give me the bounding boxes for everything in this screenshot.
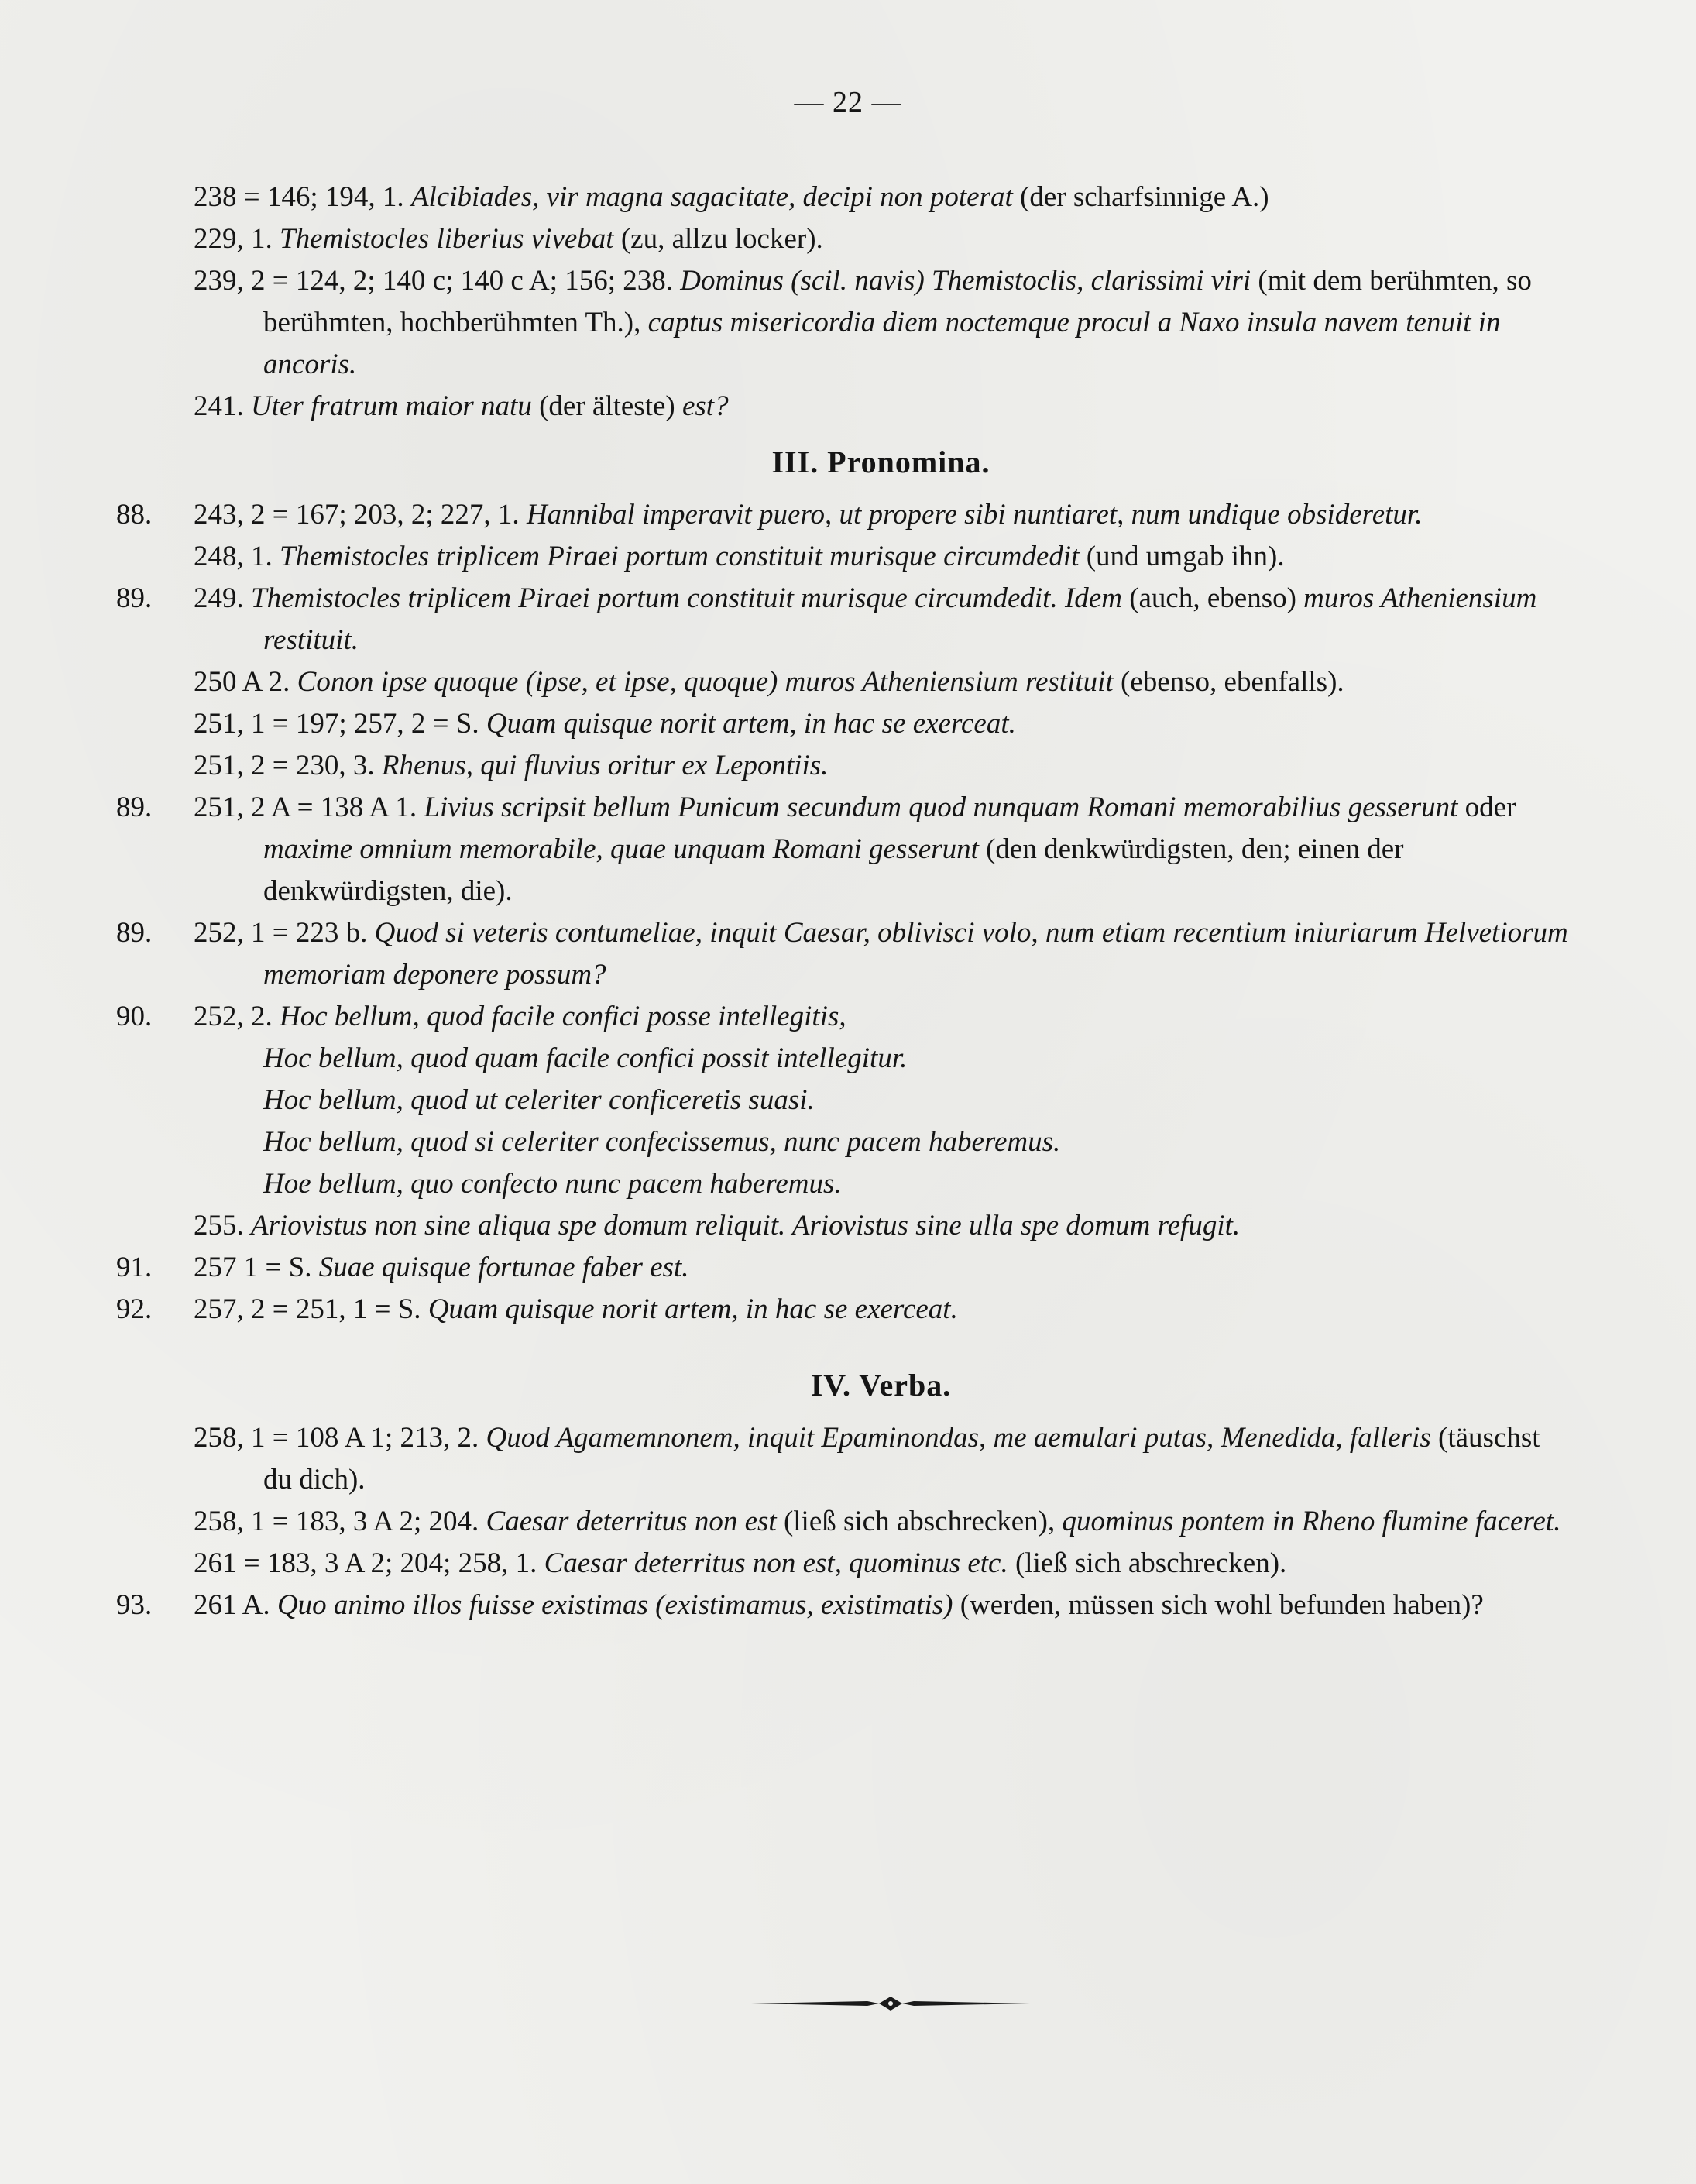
entry [116, 578, 1568, 661]
latin-line: Hoc bellum, quod quam facile confici possit intellegitur. [263, 1042, 908, 1074]
entry-ref: 257, 2 = 251, 1 = S. [194, 1293, 421, 1325]
entry-ref: 251, 1 = 197; 257, 2 = S. [194, 708, 479, 740]
german-gloss-cont: (den denkwürdigsten, den; einen der denkwürdigsten, die). [263, 833, 1404, 907]
entry-number: 90. [116, 1001, 153, 1032]
entry-ref: 250 A 2. [194, 666, 290, 698]
latin-text: Themistocles triplicem Piraei portum constituit murisque circumdedit. Idem [251, 582, 1122, 614]
latin-text: Rhenus, qui fluvius oritur ex Lepontiis. [381, 750, 829, 781]
latin-text: Quam quisque norit artem, in hac se exerceat. [427, 1293, 958, 1325]
latin-text: Quam quisque norit artem, in hac se exerceat. [486, 708, 1016, 740]
entry-ref: 243, 2 = 167; 203, 2; 227, 1. [194, 499, 520, 531]
entry-ref: 248, 1. [194, 541, 273, 572]
latin-line: Hoc bellum, quod ut celeriter conficeretis suasi. [263, 1084, 815, 1116]
german-gloss: (werden, müssen sich wohl befunden haben)? [953, 1589, 1484, 1621]
latin-text: Conon ipse quoque (ipse, et ipse, quoque) muros Atheniensium restituit [297, 666, 1114, 698]
german-gloss: (auch, ebenso) [1121, 582, 1304, 614]
latin-line: Hoe bellum, quo confecto nunc pacem haberemus. [263, 1168, 842, 1200]
latin-text-cont: maxime omnium memorabile, quae unquam Romani gesserunt [263, 833, 979, 865]
entry-ref: 241. [194, 390, 244, 422]
latin-text: Alcibiades, vir magna sagacitate, decipi non poterat [410, 181, 1013, 213]
entry-number: 92. [116, 1293, 153, 1325]
latin-text-cont: captus misericordia diem noctemque procul a Naxo insula navem tenuit in ancoris. [263, 307, 1501, 380]
entry-ref: 249. [194, 582, 244, 614]
latin-text: Caesar deterritus non est [486, 1506, 777, 1537]
entry-ref: 229, 1. [194, 223, 273, 255]
latin-text: Themistocles liberius vivebat [280, 223, 614, 255]
entry-number: 89. [116, 792, 153, 823]
entry [116, 1247, 1568, 1289]
entry-ref: 252, 2. [194, 1001, 273, 1032]
latin-line: Hoc bellum, quod si celeriter confecissemus, nunc pacem haberemus. [263, 1126, 1061, 1158]
entry [116, 536, 1568, 578]
german-gloss: (ebenso, ebenfalls). [1113, 666, 1344, 698]
latin-text: Suae quisque fortunae faber est. [318, 1252, 689, 1283]
entry [116, 787, 1568, 912]
german-gloss: (und umgab ihn). [1079, 541, 1285, 572]
entry [116, 386, 1568, 428]
entry-ref: 251, 2 = 230, 3. [194, 750, 375, 781]
section-heading-pronomina: III. Pronomina. [771, 445, 990, 479]
entries-list [116, 177, 1568, 1626]
entry-number: 88. [116, 499, 153, 531]
entry-90 [116, 996, 1568, 1205]
german-gloss: (ließ sich abschrecken). [1008, 1547, 1287, 1579]
entry-ref: 252, 1 = 223 b. [194, 917, 368, 949]
entry [116, 661, 1568, 703]
entry-ref: 258, 1 = 108 A 1; 213, 2. [194, 1422, 479, 1454]
german-gloss: (mit dem berühmten, so berühmten, hochberühmten Th.), [263, 265, 1532, 338]
latin-text: Uter fratrum maior natu [251, 390, 532, 422]
entry-ref: 257 1 = S. [194, 1252, 312, 1283]
entry-ref: 261 = 183, 3 A 2; 204; 258, 1. [194, 1547, 537, 1579]
latin-text-cont: est? [681, 390, 729, 422]
entry-number: 93. [116, 1589, 153, 1621]
ornament-divider [751, 1992, 1030, 2015]
entry [116, 703, 1568, 745]
entry-ref: 239, 2 = 124, 2; 140 c; 140 c A; 156; 238. [194, 265, 674, 297]
latin-text: Dominus (scil. navis) Themistoclis, clarissimi viri [680, 265, 1251, 297]
german-gloss: (zu, allzu locker). [613, 223, 823, 255]
latin-text: Ariovistus non sine aliqua spe domum reliquit. Ariovistus sine ulla spe domum refugit. [251, 1210, 1241, 1241]
latin-text: Caesar deterritus non est, quominus etc. [544, 1547, 1008, 1579]
entry [116, 494, 1568, 536]
entry [116, 1289, 1568, 1331]
entry-ref: 261 A. [194, 1589, 270, 1621]
entry [116, 1585, 1568, 1626]
latin-text-cont: muros Atheniensium restituit. [263, 582, 1537, 656]
german-gloss: oder [1457, 792, 1516, 823]
entry-ref: 258, 1 = 183, 3 A 2; 204. [194, 1506, 479, 1537]
entry-ref: 251, 2 A = 138 A 1. [194, 792, 417, 823]
latin-text: Quo animo illos fuisse existimas (existimamus, existimatis) [276, 1589, 953, 1621]
entry-number: 89. [116, 582, 153, 614]
latin-text: Quod si veteris contumeliae, inquit Caesar, oblivisci volo, num etiam recentium iniuriarum Helvetiorum memoriam deponere possum? [263, 917, 1568, 991]
entry [116, 1417, 1568, 1501]
latin-text: Hannibal imperavit puero, ut propere sibi nuntiaret, num undique obsideretur. [526, 499, 1423, 531]
german-gloss: (der älteste) [531, 390, 682, 422]
latin-line: Hoc bellum, quod facile confici posse intellegitis, [280, 1001, 846, 1032]
section-heading-verba: IV. Verba. [810, 1368, 952, 1403]
latin-text: Quod Agamemnonem, inquit Epaminondas, me aemulari putas, Menedida, falleris [486, 1422, 1431, 1454]
entry-ref: 255. [194, 1210, 244, 1241]
german-gloss: (der scharfsinnige A.) [1012, 181, 1269, 213]
entry [116, 745, 1568, 787]
page-number: — 22 — [794, 86, 902, 118]
entry [116, 1501, 1568, 1543]
entry [116, 1543, 1568, 1585]
entry-number: 89. [116, 917, 153, 949]
entry-number: 91. [116, 1252, 153, 1283]
entry [116, 1205, 1568, 1247]
german-gloss: (täuschst du dich). [263, 1422, 1540, 1495]
entry [116, 912, 1568, 996]
entry [116, 260, 1568, 386]
latin-text-cont: quominus pontem in Rheno flumine faceret. [1062, 1506, 1561, 1537]
entry [116, 218, 1568, 260]
latin-text: Themistocles triplicem Piraei portum constituit murisque circumdedit [280, 541, 1080, 572]
entry [116, 177, 1568, 218]
german-gloss: (ließ sich abschrecken), [776, 1506, 1063, 1537]
latin-text: Livius scripsit bellum Punicum secundum quod nunquam Romani memorabilius gesserunt [424, 792, 1458, 823]
entry-ref: 238 = 146; 194, 1. [194, 181, 404, 213]
